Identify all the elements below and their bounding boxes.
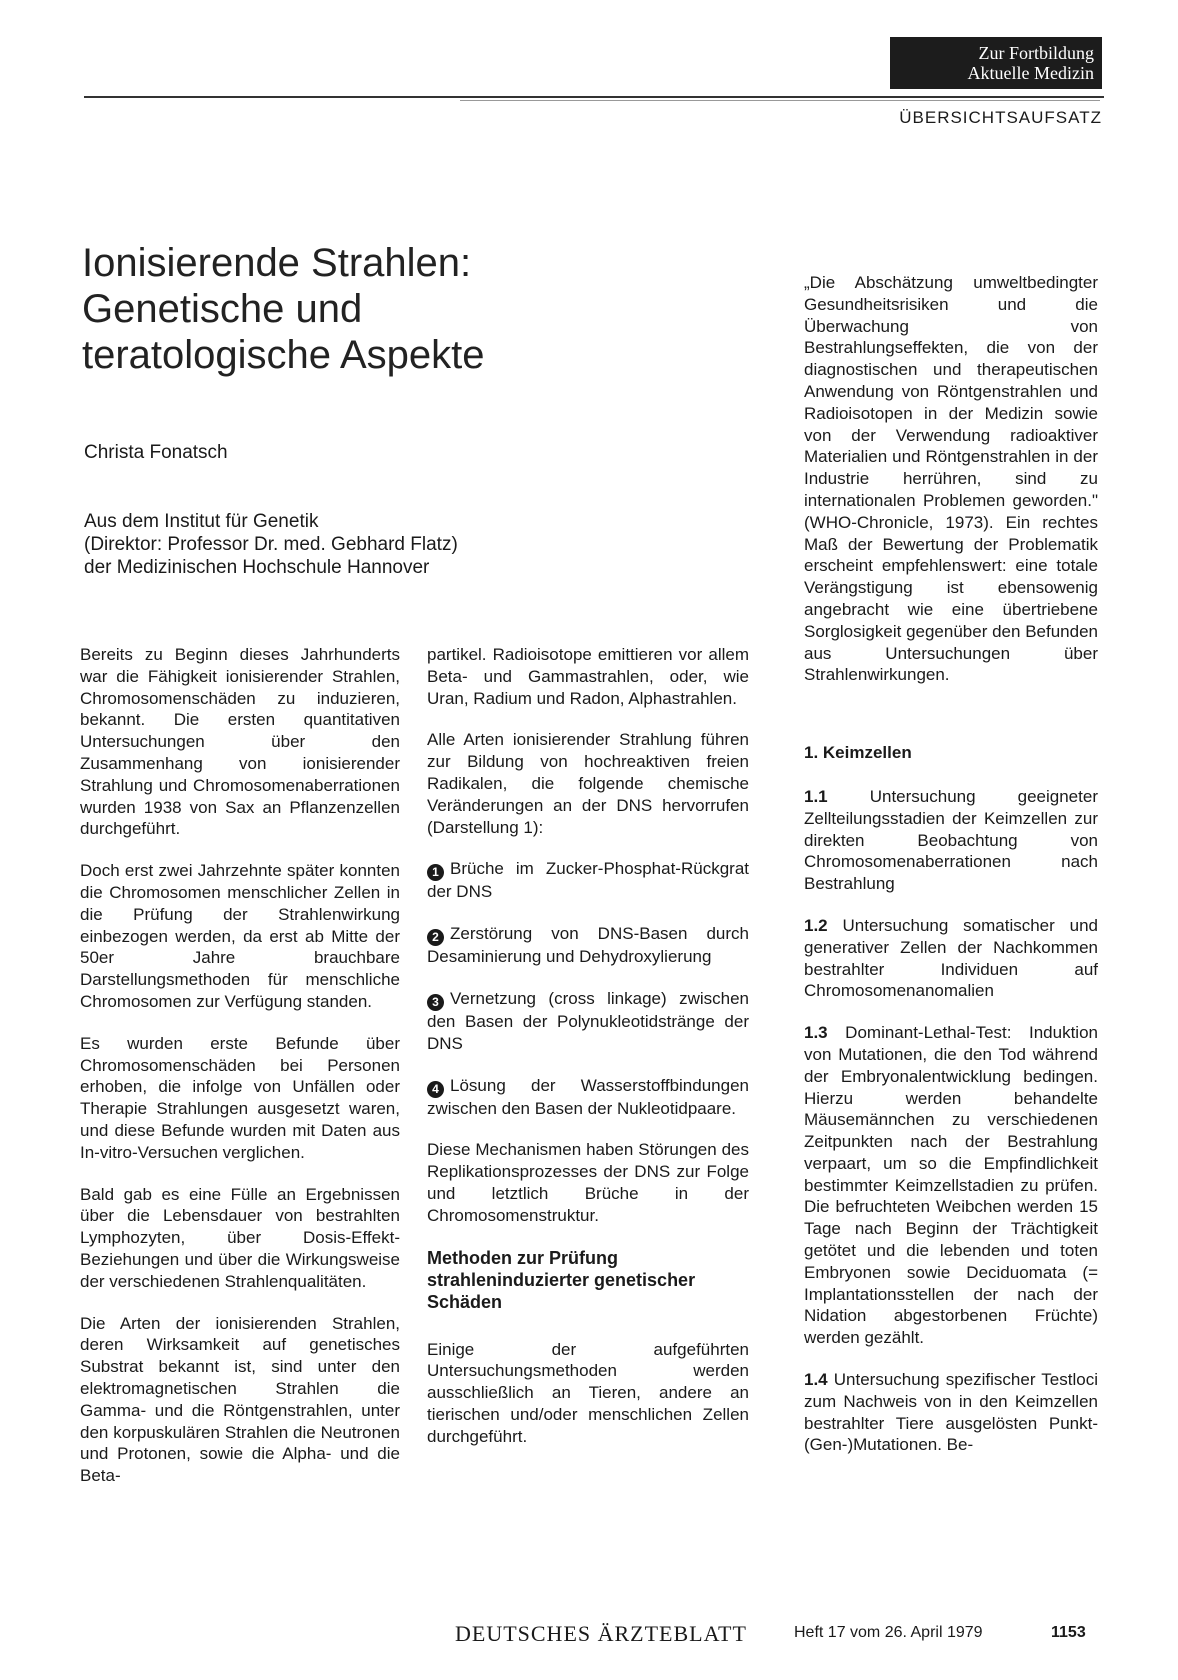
journal-name: DEUTSCHES ÄRZTEBLATT	[455, 1621, 747, 1646]
item-number: 1.1	[804, 786, 828, 806]
page-number: 1153	[1051, 1624, 1086, 1641]
list-item-text: Vernetzung (cross linkage) zwischen den Basen der Polynukleotidstränge der DNS	[427, 988, 749, 1053]
badge-line-2: Aktuelle Medizin	[967, 63, 1094, 83]
affiliation	[84, 510, 458, 579]
paragraph: Bald gab es eine Fülle an Ergebnissen über die Lebensdauer von bestrahlten Lymphozyten, über Dosis-Effekt-Beziehungen und über die Wirkungsweise der verschiedenen Strahlenqualitäten.	[80, 1184, 400, 1291]
badge-line-1: Zur Fortbildung	[978, 43, 1094, 63]
category-badge	[890, 37, 1102, 89]
author-name: Christa Fonatsch	[84, 442, 228, 463]
numbered-item	[804, 1369, 1098, 1456]
number-bullet-icon: 1	[427, 864, 444, 881]
paragraph: Die Arten der ionisierenden Strahlen, deren Wirksamkeit auf genetisches Substrat bekannt ist, sind unter den elektromagnetischen Strahlen die Gamma- und die Röntgenstrahlen, unter den korpuskulären Strahlen die Neutronen und Protonen, sowie die Alpha- und die Beta-	[80, 1313, 400, 1486]
item-text: Untersuchung spezifischer Testloci zum Nachweis von in den Keimzellen bestrahlter Tiere ausgelösten Punkt-(Gen-)Mutationen. Be-	[804, 1370, 1098, 1455]
paragraph: Es wurden erste Befunde über Chromosomenschäden bei Personen erhoben, die infolge von Unfällen oder Therapie Strahlungen ausgesetzt waren, und diese Befunde wurden mit Daten aus In-vitro-Versuchen verglichen.	[80, 1033, 400, 1162]
item-text: Dominant-Lethal-Test: Induktion von Mutationen, die den Tod während der Embryonalentwicklung bedingen. Hierzu werden behandelte Mäusemännchen zu verschiedenen Zeitpunkten nach der Bestrahlung verpaart, um so die Empfindlichkeit bestimmter Keimzellstadien zu prüfen. Die befruchteten Weibchen werden 15 Tage nach Beginn der Trächtigkeit getötet und die lebenden und toten Embryonen sowie Deciduomata (= Implantationsstellen der nach der Nidation abgestorbenen Früchte) werden gezählt.	[804, 1023, 1098, 1348]
column-2	[427, 644, 749, 1468]
who-quote: „Die Abschätzung umweltbedingter Gesundheitsrisiken und die Überwachung von Bestrahlungseffekten, die von der diagnostischen und therapeutischen Anwendung von Röntgenstrahlen und Radioisotopen in der Medizin sowie von der Verwendung radioaktiver Materialien und Röntgenstrahlen in der Industrie herrühren, sind zu internationalen Problemen geworden." (WHO-Chronicle, 1973). Ein rechtes Maß der Bewertung der Problematik erscheint empfehlenswert: eine totale Verängstigung ist ebensowenig angebracht wie eine übertriebene Sorglosigkeit gegenüber den Befunden aus Untersuchungen über Strahlenwirkungen.	[804, 273, 1098, 685]
paragraph: Einige der aufgeführten Untersuchungsmethoden werden ausschließlich an Tieren, andere an tierischen und/oder menschlichen Zellen durchgeführt.	[427, 1339, 749, 1446]
article-title	[82, 240, 702, 378]
paragraph: Doch erst zwei Jahrzehnte später konnten die Chromosomen menschlicher Zellen in die Prüfung der Strahlenwirkung einbezogen werden, da erst ab Mitte der 50er Jahre brauchbare Darstellungsmethoden für menschliche Chromosomen zur Verfügung standen.	[80, 861, 400, 1011]
numbered-item	[804, 1022, 1098, 1349]
section-title: 1. Keimzellen	[804, 743, 912, 763]
affiliation-line-2: (Direktor: Professor Dr. med. Gebhard Flatz)	[84, 534, 458, 555]
affiliation-line-1: Aus dem Institut für Genetik	[84, 511, 319, 532]
affiliation-line-3: der Medizinischen Hochschule Hannover	[84, 557, 430, 578]
list-item-text: Zerstörung von DNS-Basen durch Desaminierung und Dehydroxylierung	[427, 924, 749, 967]
paragraph: Diese Mechanismen haben Störungen des Replikationsprozesses der DNS zur Folge und letztlich Brüche in der Chromosomenstruktur.	[427, 1140, 749, 1225]
paragraph: Bereits zu Beginn dieses Jahrhunderts war die Fähigkeit ionisierender Strahlen, Chromosomenschäden zu induzieren, bekannt. Die ersten quantitativen Untersuchungen über den Zusammenhang von ionisierender Strahlung und Chromosomenaberrationen wurden 1938 von Sax an Pflanzenzellen durchgeführt.	[80, 645, 400, 839]
item-number: 1.3	[804, 1023, 828, 1043]
list-item	[427, 858, 749, 903]
number-bullet-icon: 2	[427, 929, 444, 946]
title-line-3: teratologische Aspekte	[82, 333, 485, 377]
issue-info: Heft 17 vom 26. April 1979	[794, 1624, 983, 1641]
title-line-2: Genetische und	[82, 287, 363, 331]
header-rule-secondary	[460, 100, 1100, 101]
number-bullet-icon: 3	[427, 994, 444, 1011]
section-label: ÜBERSICHTSAUFSATZ	[899, 108, 1102, 127]
list-item	[427, 923, 749, 968]
section-subheading: Methoden zur Prüfung strahleninduzierter genetischer Schäden	[427, 1247, 696, 1312]
header-rule	[84, 96, 1104, 98]
item-text: Untersuchung somatischer und generativer Zellen der Nachkommen bestrahlter Individuen auf Chromosomenanomalien	[804, 915, 1098, 1001]
column-1	[80, 644, 400, 1507]
list-item	[427, 1075, 749, 1120]
title-line-1: Ionisierende Strahlen:	[82, 241, 472, 285]
numbered-item	[804, 915, 1098, 1002]
list-item-text: Lösung der Wasserstoffbindungen zwischen den Basen der Nukleotidpaare.	[427, 1075, 749, 1118]
list-item	[427, 988, 749, 1055]
number-bullet-icon: 4	[427, 1081, 444, 1098]
item-text: Untersuchung geeigneter Zellteilungsstadien der Keimzellen zur direkten Beobachtung von Chromosomenaberrationen nach Bestrahlung	[804, 786, 1098, 894]
column-3	[804, 272, 1098, 1476]
item-number: 1.2	[804, 915, 828, 935]
paragraph: partikel. Radioisotope emittieren vor allem Beta- und Gammastrahlen, oder, wie Uran, Radium und Radon, Alphastrahlen.	[427, 645, 749, 708]
list-item-text: Brüche im Zucker-Phosphat-Rückgrat der DNS	[427, 859, 749, 902]
paragraph: Alle Arten ionisierender Strahlung führen zur Bildung von hochreaktiven freien Radikalen, die folgende chemische Veränderungen an der DNS hervorrufen (Darstellung 1):	[427, 730, 749, 837]
item-number: 1.4	[804, 1370, 828, 1390]
numbered-item	[804, 786, 1098, 895]
